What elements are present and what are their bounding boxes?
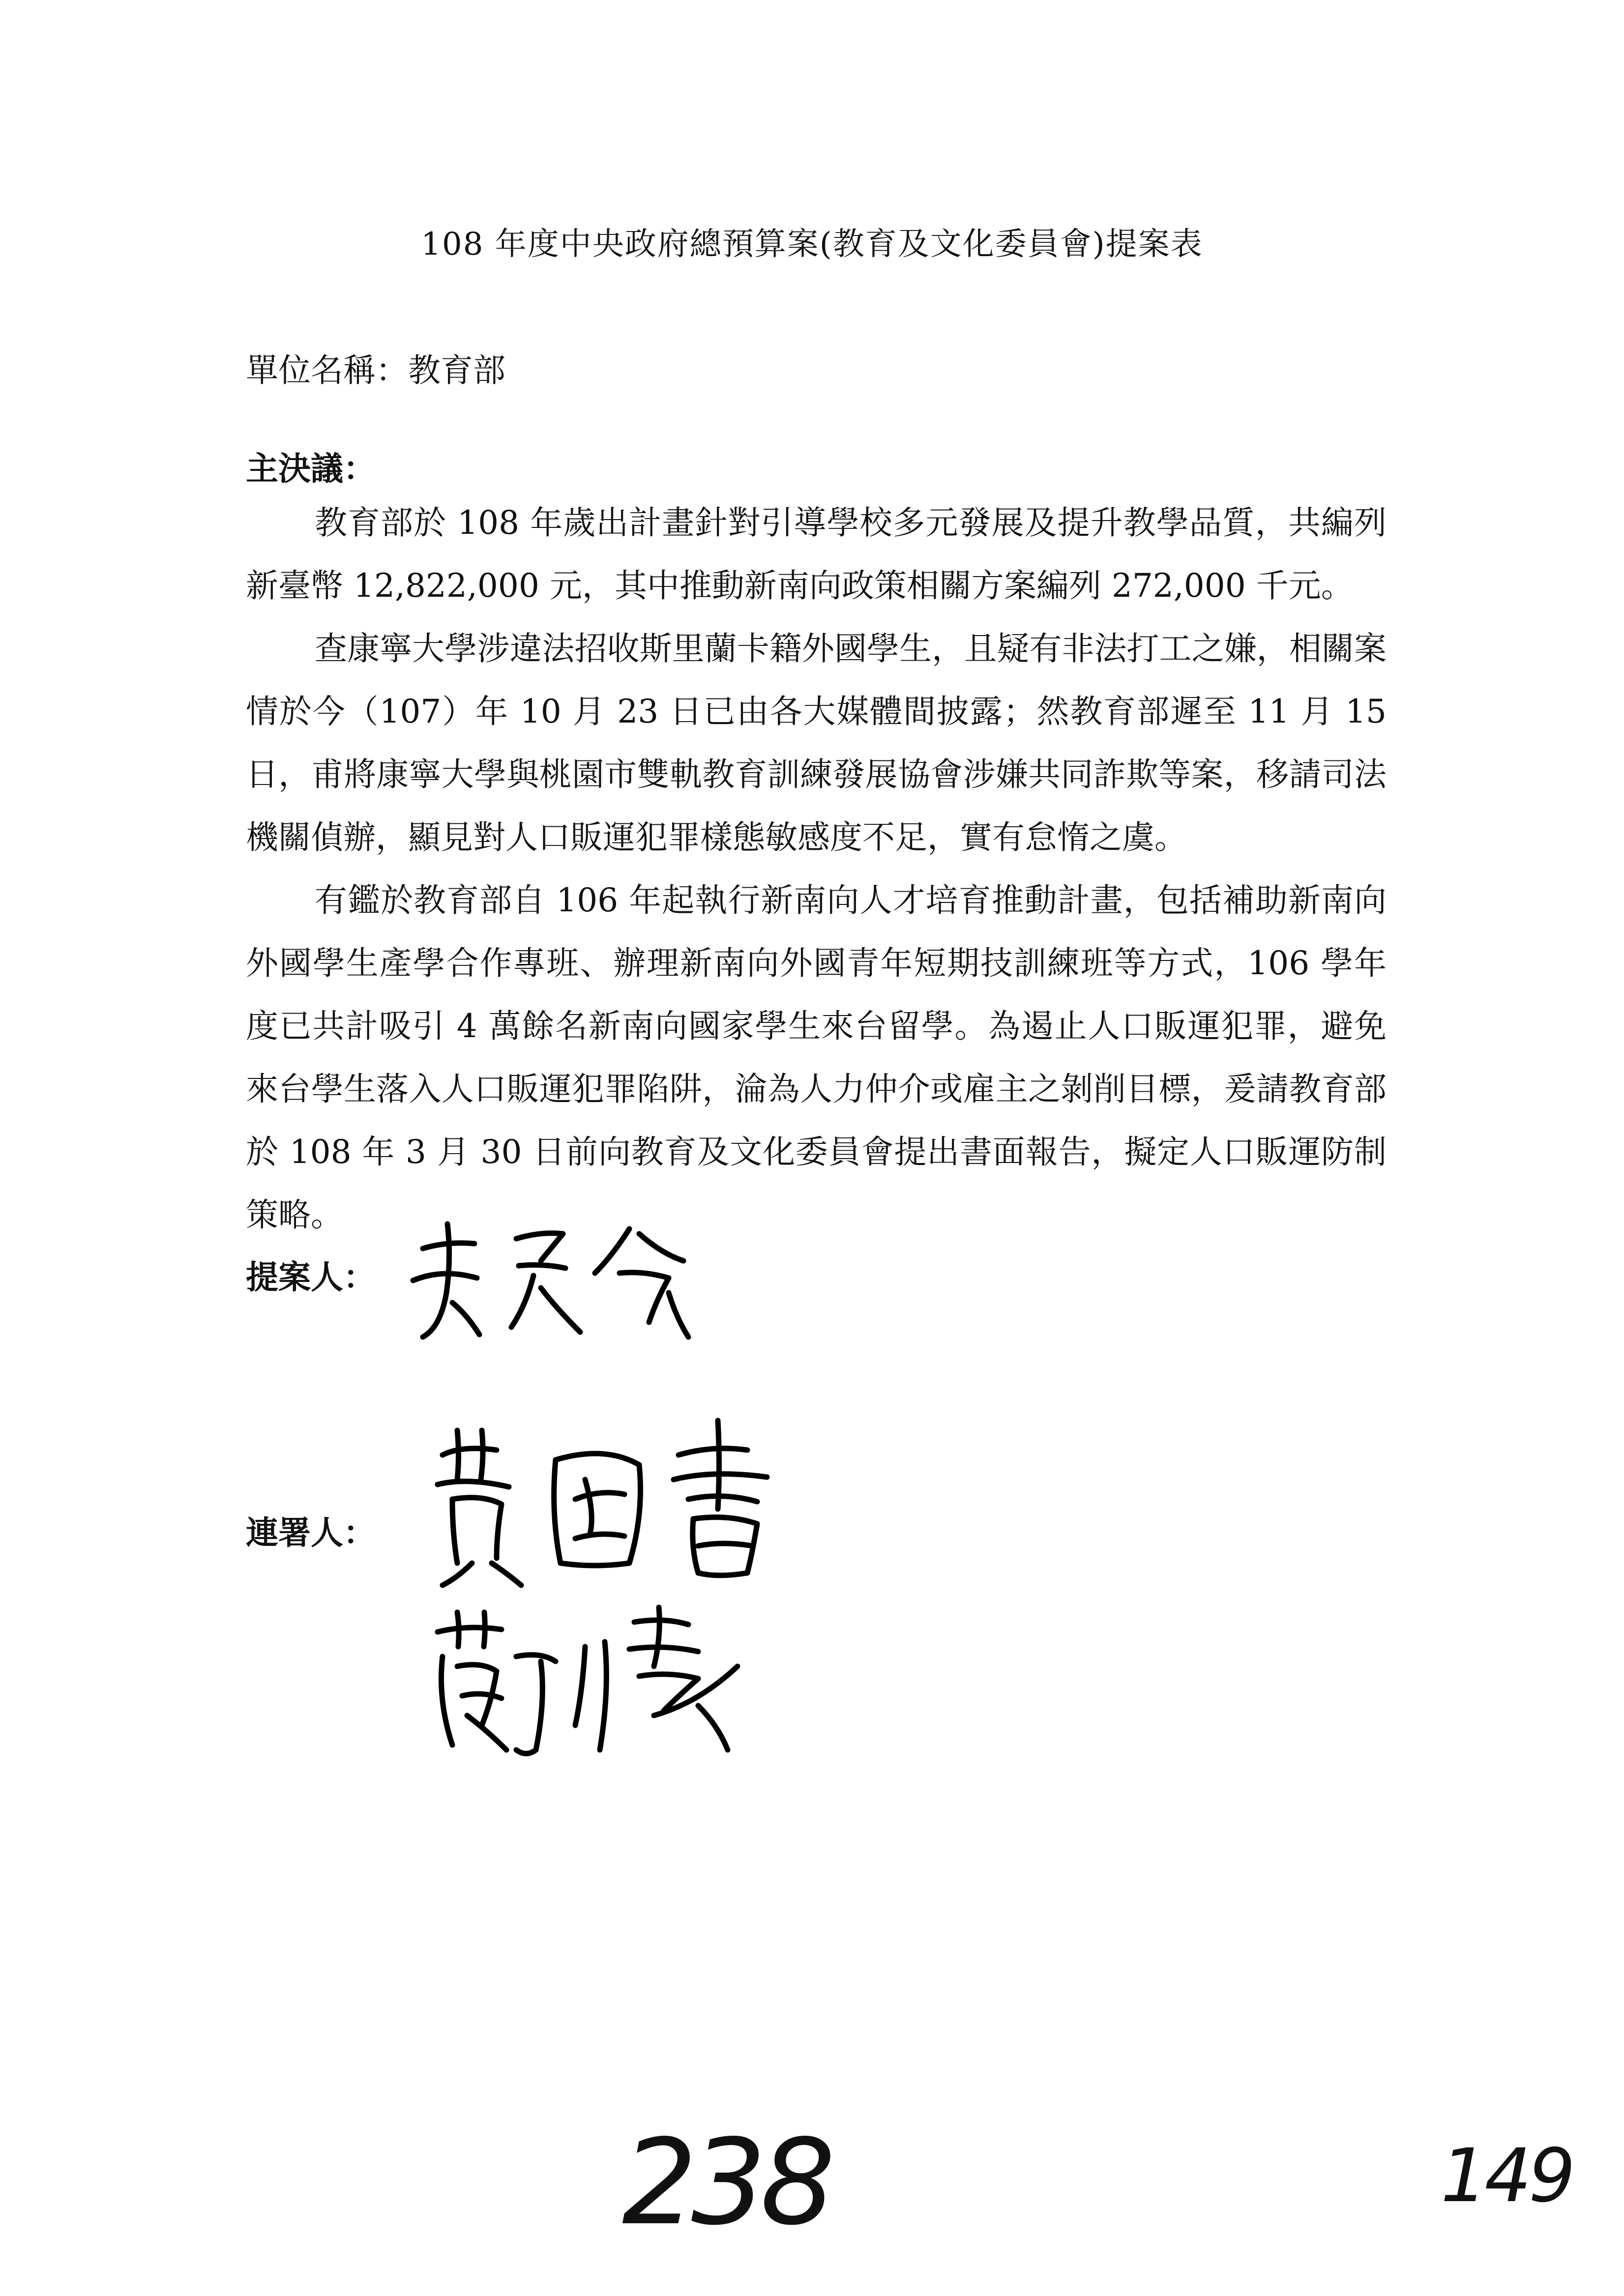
paragraph: 教育部於 108 年歲出計畫針對引導學校多元發展及提升教學品質，共編列新臺幣 12,822,000 元，其中推動新南向政策相關方案編列 272,000 千元。: [246, 504, 1387, 605]
cosigner-signature-1: [423, 1416, 797, 1593]
decision-body: [246, 492, 1387, 1247]
main-decision-heading: 主決議：: [246, 450, 376, 488]
paragraph: 查康寧大學涉違法招收斯里蘭卡籍外國學生，且疑有非法打工之嫌，相關案情於今（107）年 10 月 23 日已由各大媒體間披露；然教育部遲至 11 月 15 日，甫將康寧大學與桃園市雙軌教育訓練發展協會涉嫌共同詐欺等案，移請司法機關偵辦，顯見對人口販運犯罪樣態敏感度不足，實有怠惰之虞。: [246, 630, 1387, 856]
paragraph: 有鑑於教育部自 106 年起執行新南向人才培育推動計畫，包括補助新南向外國學生產學合作專班、辦理新南向外國青年短期技訓練班等方式，106 學年度已共計吸引 4 萬餘名新南向國家學生來台留學。為遏止人口販運犯罪，避免來台學生落入人口販運犯罪陷阱，淪為人力仲介或雇主之剝削目標，爰請教育部於 108 年 3 月 30 日前向教育及文化委員會提出書面報告，擬定人口販運防制策略。: [246, 881, 1387, 1234]
cosigner-label: 連署人：: [246, 1514, 376, 1552]
proposer-signature: [393, 1214, 738, 1362]
page-number-main: 238: [622, 2114, 830, 2251]
document-title: 108 年度中央政府總預算案(教育及文化委員會)提案表: [421, 226, 1203, 262]
proposer-label: 提案人：: [246, 1258, 376, 1296]
cosigner-signature-2: [423, 1602, 797, 1765]
page-number-side: 149: [1441, 2133, 1573, 2219]
unit-name: 單位名稱：教育部: [246, 351, 505, 389]
